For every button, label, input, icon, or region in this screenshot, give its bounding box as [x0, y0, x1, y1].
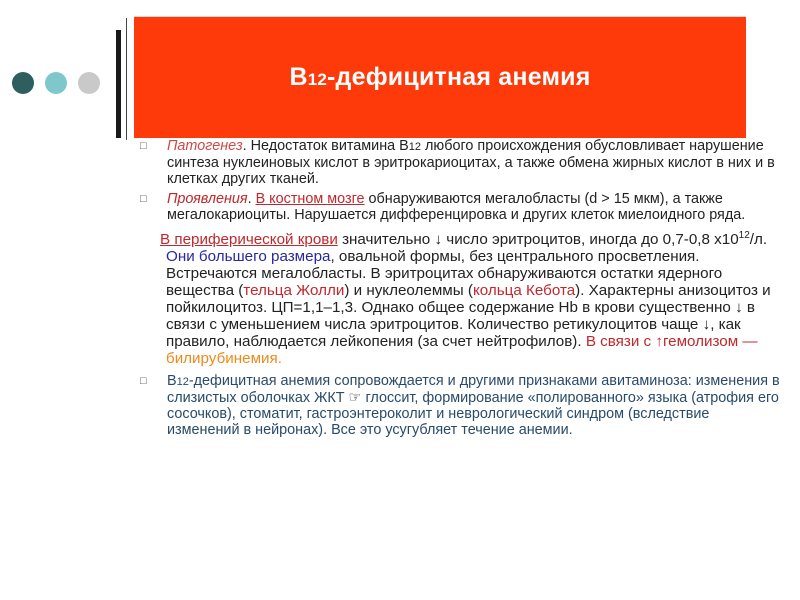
larger-size-text: Они большего размера: [166, 248, 331, 266]
decor-bar-thick: [116, 30, 121, 138]
p2-text-1: .: [247, 191, 256, 207]
decor-dots: [12, 72, 100, 94]
p2-text-2: обнаруживаются мегалобласты (d > 15 мкм), а также мегалокариоциты. Нарушается дифференцировка и других клеток миелоидного ряда.: [167, 191, 746, 223]
bullet-icon: □: [140, 193, 147, 205]
title-rest: -дефицитная анемия: [327, 63, 591, 91]
p3-sup: 12: [738, 230, 750, 241]
title-banner: [134, 16, 746, 138]
p3-text-1: значительно ↓ число эритроцитов, иногда до 0,7-0,8 х10: [337, 231, 739, 249]
pointing-hand-icon: ☞: [348, 390, 362, 407]
pathogenesis-label: Патогенез: [167, 138, 243, 154]
hemolysis-text: В связи с ↑гемолизом —: [585, 333, 758, 351]
manifestations-label: Проявления: [167, 191, 248, 207]
bone-marrow-link[interactable]: В костном мозге: [255, 191, 365, 207]
p3-text-4: ) и нуклеолеммы (: [344, 282, 473, 300]
p4-text-1: -дефицитная анемия сопровождается и другими признаками авитаминоза: изменения в слизистых оболочках ЖКТ: [167, 373, 780, 407]
p4-text-2: глоссит, формирование «полированного» языка (атрофия его сосочков), стоматит, гастроэнтероколит и неврологический синдром (вследствие изменений в нейронах). Все это усугубляет течение анемии.: [167, 390, 779, 439]
peripheral-blood-link[interactable]: В периферической крови: [160, 231, 338, 249]
cabot-rings-text: кольца Кебота: [472, 282, 576, 300]
dot-teal: [45, 72, 67, 94]
paragraph-peripheral-blood: [140, 227, 780, 367]
bilirubinemia-text: билирубинемия.: [166, 350, 282, 368]
title-prefix: B: [289, 63, 308, 91]
jolly-bodies-text: тельца Жолли: [243, 282, 345, 300]
p1-text-2: любого происхождения обусловливает нарушение синтеза нуклеиновых кислот в эритрокариоцитах, а также обмена жирных кислот в них и в клетках других тканей.: [167, 138, 775, 187]
dot-gray: [78, 72, 100, 94]
p3-text-5: ). Характерны анизоцитоз и пойкилоцитоз. ЦП=1,1–1,3. Однако общее содержание Hb в крови существенно ↓ в связи с уменьшением числа эритроцитов. Количество ретикулоцитов чаще ↓, как правило, наблюдается лейкопения (за счет нейтрофилов).: [166, 282, 771, 351]
p4-prefix: B: [167, 373, 177, 390]
paragraph-pathogenesis: [140, 138, 780, 187]
p4-sub: 12: [176, 376, 189, 389]
p1-text-1: . Недостаток витамина B: [242, 138, 409, 154]
paragraph-manifestations: [140, 191, 780, 223]
slide-content: [140, 138, 780, 442]
p3-text-3: , овальной формы, без центрального просветления. Встречаются мегалобласты. В эритроцитах обнаруживаются остатки ядерного вещества (: [166, 248, 723, 300]
p1-sub: 12: [408, 141, 422, 153]
dot-dark: [12, 72, 34, 94]
decor-bar-thin: [126, 18, 127, 140]
title-sub: 12: [307, 70, 328, 89]
slide-title: [289, 63, 590, 92]
paragraph-avitaminosis: [140, 373, 780, 438]
p3-text-2: /л.: [749, 231, 768, 249]
bullet-icon: □: [140, 140, 147, 152]
bullet-icon: □: [140, 375, 147, 388]
